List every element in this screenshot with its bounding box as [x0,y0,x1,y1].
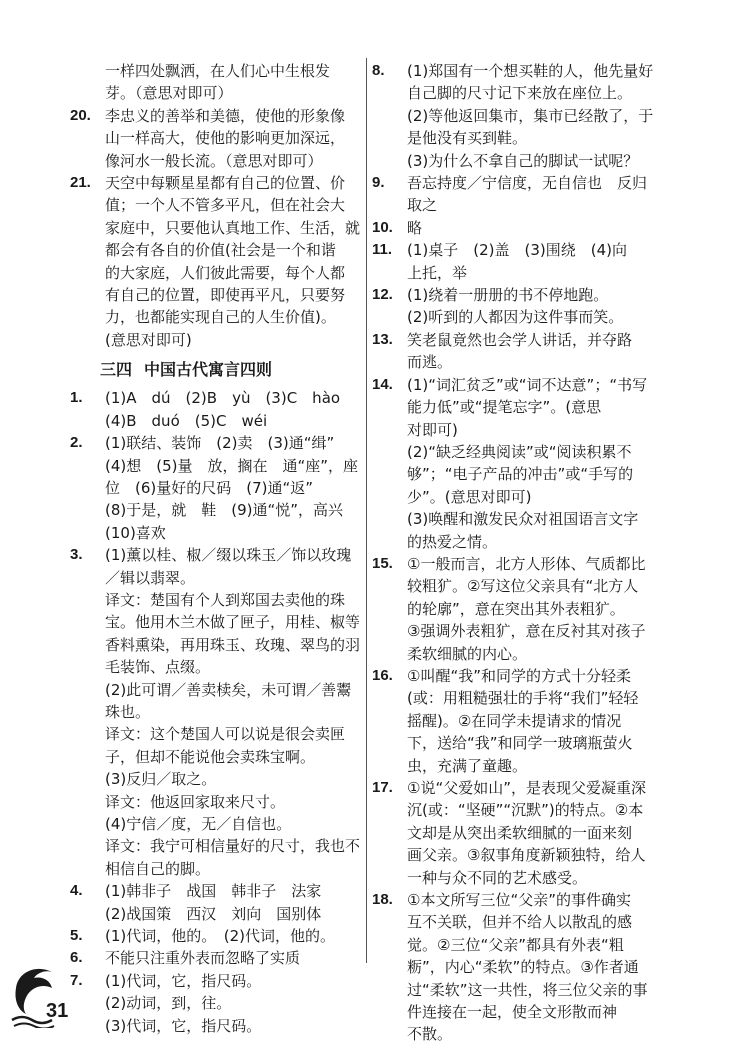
answer-line: (2)动词，到，往。 [105,994,232,1013]
answer-line: 的轮廓”，意在突出其外表粗犷。 [407,599,625,618]
answer-line: 一种与众不同的艺术感受。 [407,868,588,887]
answer-line: 沉(或：“坚硬”“沉默”)的特点。②本 [407,801,644,820]
answer-line: 件连接在一起，使全文形散而神 [407,1003,618,1022]
answer-number: 6. [70,949,83,967]
answer-line: 力，也都能实现自己的人生价值)。 [105,308,336,327]
answer-line: (1)代词，他的。 (2)代词，他的。 [105,927,335,946]
answer-number: 4. [70,882,83,900]
answer-number: 17. [372,779,393,796]
answer-number: 16. [372,666,393,684]
answer-line: (2)战国策 西汉 刘向 国别体 [105,904,322,923]
answer-line: 下，送给“我”和同学一玻璃瓶萤火 [407,734,633,753]
answer-line: 笑老鼠竟然也会学人讲话，并夺路 [407,330,633,349]
answer-line: 不散。 [407,1025,453,1044]
answer-line: 过“柔软”这一共性，将三位父亲的事 [407,980,648,999]
answer-line: (1)郑国有一个想买鞋的人，他先量好 [407,62,654,80]
answer-item [70,947,362,969]
answer-line: (4)宁信／度，无／自信也。 [105,815,292,833]
answer-item [70,60,362,105]
answer-line: 文却是从突出柔软细腻的一面来刻 [407,823,633,842]
answer-line: ／辑以翡翠。 [105,568,196,587]
answer-line: ①一般而言，北方人形体、气质都比 [407,554,646,573]
section-heading [100,357,362,383]
answer-number: 15. [372,554,393,572]
answer-number: 8. [372,62,385,79]
answer-line: 够”；“电子产品的冲击”或“手写的 [407,465,634,484]
answer-line: 而逃。 [407,353,453,372]
answer-item [372,777,684,889]
answer-line: 译文：我宁可相信量好的尺寸，我也不 [105,837,361,856]
answer-line: (8)于是，就 鞋 (9)通“悦”，高兴 [105,501,344,520]
answer-number: 13. [372,330,393,348]
section-title: 中国古代寓言四则 [144,360,273,380]
answer-item [372,172,684,217]
answer-item [372,329,684,374]
answer-line: 粝”，内心“柔软”的特点。③作者通 [407,958,639,977]
answer-number: 10. [372,218,393,236]
answer-number: 18. [372,891,393,909]
right-column [372,60,684,1046]
answer-line: 上托，举 [407,263,468,282]
answer-line: 都会有各自的价值(社会是一个和谐 [105,241,336,260]
answer-line: 一样四处飘洒，在人们心中生根发 [105,62,331,80]
answer-line: 的大家庭，人们彼此需要，每个人都 [105,263,346,282]
answer-number: 7. [70,971,83,989]
section-number: 三四 [100,360,133,380]
answer-line: 互不关联，但并不给人以散乱的感 [407,913,633,932]
answer-line: 毛装饰、点缀。 [105,658,211,677]
answer-item [372,60,684,172]
answer-line: 芽。（意思对即可） [105,84,233,103]
answer-number: 9. [372,174,385,192]
answer-line: 译文：楚国有个人到郑国去卖他的珠 [105,590,346,609]
answer-item [372,553,684,665]
answer-line: (1)A dú (2)B yù (3)C hào [105,389,341,408]
answer-line: 自己脚的尺寸记下来放在座位上。 [407,84,633,103]
answer-line: (1)韩非子 战国 韩非子 法家 [105,882,322,901]
answer-item [372,665,684,777]
answer-line: 宝。他用木兰木做了匣子，用桂、椒等 [105,613,361,632]
answer-line: (1)“词汇贫乏”或“词不达意”；“书写 [407,375,648,394]
answer-line: 译文：他返回家取来尺寸。 [105,792,286,811]
answer-item [70,880,362,925]
answer-item [372,889,684,1046]
answer-item [70,925,362,947]
answer-line: ①说“父爱如山”，是表现父爱凝重深 [407,779,646,797]
answer-line: (或：用粗糙强壮的手将“我们”轻轻 [407,689,639,708]
answer-line: ①叫醒“我”和同学的方式十分轻柔 [407,666,631,685]
answer-item [70,105,362,172]
answer-item [70,387,362,432]
answer-number: 3. [70,546,83,564]
answer-item [372,217,684,239]
answer-line: (4)想 (5)量 放，搁在 通“座”，座 [105,456,359,475]
answer-item [70,544,362,880]
answer-number: 11. [372,241,393,259]
answer-line: 译文：这个楚国人可以说是很会卖匣 [105,725,346,744]
answer-line: 能力低”或“提笔忘字”。(意思 [407,398,602,417]
answer-line: ①本文所写三位“父亲”的事件确实 [407,891,631,910]
answer-line: (2)等他返回集市，集市已经散了，于 [407,106,654,125]
column-divider [366,58,367,963]
answer-line: 位 (6)量好的尺码 (7)通“返” [105,478,314,497]
answer-line: 山一样高大，使他的影响更加深远， [105,129,346,148]
answer-line: (3)唤醒和激发民众对祖国语言文字 [407,510,639,529]
answer-line: 是他没有买到鞋。 [407,129,528,148]
answer-line: (3)反归／取之。 [105,770,217,789]
answer-line: 值；一个人不管多平凡，但在社会大 [105,196,346,215]
left-column [70,60,362,1037]
answer-line: (4)B duó (5)C wéi [105,411,268,430]
answer-line: 像河水一般长流。（意思对即可） [105,151,323,170]
answer-line: (2)此可谓／善卖椟矣，未可谓／善鬻 [105,680,352,699]
answer-line: 摇醒)。②在同学未提请求的情况 [407,711,622,730]
answer-line: 家庭中，只要他认真地工作、生活，就 [105,218,361,237]
answer-line: 少”。(意思对即可) [407,487,532,506]
answer-item [70,172,362,351]
answer-line: 有自己的位置，即使再平凡，只要努 [105,286,346,305]
answer-line: 李忠义的善举和美德，使他的形象像 [105,106,346,125]
answer-line: 觉。②三位“父亲”都具有外表“粗 [407,935,624,954]
answer-line: (3)为什么不拿自己的脚试一试呢？ [407,151,639,170]
answer-line: 的热爱之情。 [407,532,498,551]
answer-item [372,239,684,284]
answer-number: 2. [70,434,83,452]
answer-item [70,432,362,544]
answer-line: 不能只注重外表而忽略了实质 [105,949,301,968]
answer-line: 天空中每颗星星都有自己的位置、价 [105,174,346,193]
answer-line: (2)“缺乏经典阅读”或“阅读积累不 [407,442,632,461]
answer-line: (1)联结、装饰 (2)卖 (3)通“缉” [105,434,335,453]
answer-line: (3)代词，它，指尺码。 [105,1016,262,1035]
answers-before-section [70,60,362,351]
answer-line: (1)代词，它，指尺码。 [105,971,262,990]
answer-number: 20. [70,106,91,124]
answer-line: (1)绕着一册册的书不停地跑。 [407,286,609,305]
answer-number: 1. [70,389,83,407]
answer-line: 珠也。 [105,702,151,721]
answer-number: 14. [372,375,393,393]
answer-line: 画父亲。③叙事角度新颖独特，给人 [407,846,646,865]
answer-line: (1)桌子 (2)盖 (3)围绕 (4)向 [407,241,627,260]
answer-number: 21. [70,174,91,192]
answer-line: 对即可) [407,420,458,439]
answer-line: 较粗犷。②写这位父亲具有“北方人 [407,577,639,596]
answer-item [372,284,684,329]
answer-line: (2)听到的人都因为这件事而笑。 [407,308,624,327]
page-number: 31 [46,1000,69,1022]
answer-item [372,374,684,553]
answer-line: 相信自己的脚。 [105,859,211,878]
answer-line: 取之 [407,196,438,215]
answer-line: 子，但却不能说他会卖珠宝啊。 [105,747,316,766]
answer-line: 吾忘持度／宁信度，无自信也 反归 [407,174,648,193]
answer-line: (10)喜欢 [105,523,166,542]
answer-item [70,970,362,1037]
answer-line: 略 [407,218,423,237]
answer-line: 柔软细腻的内心。 [407,644,528,663]
answer-line: 香料熏染，再用珠玉、玫瑰、翠鸟的羽 [105,635,361,654]
answer-number: 12. [372,286,393,304]
answer-line: 虫，充满了童趣。 [407,756,528,775]
answer-number: 5. [70,927,83,945]
answers-after-section [70,387,362,1037]
answer-line: (1)薰以桂、椒／缀以珠玉／饰以玫瑰 [105,546,352,565]
answer-line: (意思对即可) [105,330,192,349]
answer-line: ③强调外表粗犷，意在反衬其对孩子 [407,622,646,641]
